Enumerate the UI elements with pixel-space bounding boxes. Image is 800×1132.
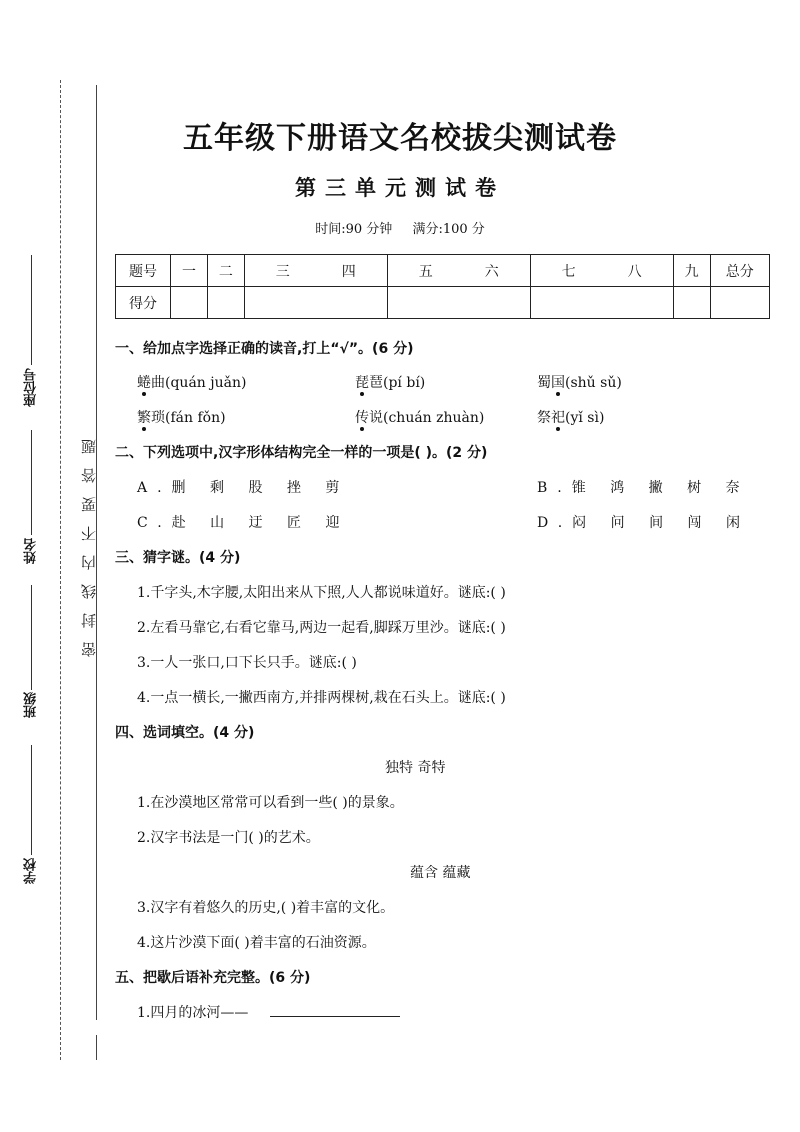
word-choices: 蕴含 蕴藏	[410, 865, 471, 881]
section-5-heading: 五、把歇后语补充完整。(6 分)	[115, 970, 311, 986]
col-header-pair: 三 四	[244, 255, 387, 287]
riddle-item[interactable]: 4.一点一横长,一撇西南方,并排两棵树,栽在石头上。谜底:( )	[137, 690, 506, 706]
col-header: 二	[207, 255, 244, 287]
class-label: 班级	[24, 692, 39, 718]
pinyin-item[interactable]: 蜀国(shǔ sǔ)	[537, 375, 622, 391]
school-blank	[31, 745, 32, 855]
fill-item[interactable]: 1.在沙漠地区常常可以看到一些( )的景象。	[137, 795, 404, 811]
class-blank	[31, 585, 32, 690]
seat-label: 座位号	[24, 368, 39, 407]
score-cell[interactable]	[673, 287, 710, 319]
score-cell[interactable]	[244, 287, 387, 319]
word-choices: 独特 奇特	[385, 760, 446, 776]
score-cell[interactable]	[171, 287, 208, 319]
option-b[interactable]: B.锥 鸿 撇 树 奈	[537, 480, 750, 496]
exam-meta	[0, 218, 800, 237]
school-label: 学校	[24, 858, 39, 884]
riddle-item[interactable]: 3.一人一张口,口下长只手。谜底:( )	[137, 655, 357, 671]
col-header: 九	[673, 255, 710, 287]
row-label: 得分	[116, 287, 171, 319]
section-4-heading: 四、选词填空。(4 分)	[115, 725, 255, 741]
score-cell[interactable]	[207, 287, 244, 319]
fill-item[interactable]: 3.汉字有着悠久的历史,( )着丰富的文化。	[137, 900, 395, 916]
col-header-pair: 七 八	[530, 255, 673, 287]
row-label: 题号	[116, 255, 171, 287]
proverb-item: 1.四月的冰河——	[137, 1005, 249, 1021]
seat-blank	[31, 255, 32, 365]
riddle-item[interactable]: 1.千字头,木字腰,太阳出来从下照,人人都说味道好。谜底:( )	[137, 585, 506, 601]
section-1-heading: 一、给加点字选择正确的读音,打上“√”。(6 分)	[115, 341, 414, 357]
riddle-item[interactable]: 2.左看马靠它,右看它靠马,两边一起看,脚踩万里沙。谜底:( )	[137, 620, 506, 636]
option-c[interactable]: C.赴 山 迂 匠 迎	[137, 515, 350, 531]
page-title: 五年级下册语文名校拔尖测试卷	[183, 121, 617, 156]
name-blank	[31, 430, 32, 535]
fill-item[interactable]: 4.这片沙漠下面( )着丰富的石油资源。	[137, 935, 376, 951]
binding-line-bottom	[96, 1035, 97, 1060]
option-a[interactable]: A.删 剩 股 挫 剪	[137, 480, 350, 496]
seal-notice: 密封线内不要答题	[80, 425, 98, 657]
pinyin-item[interactable]: 祭祀(yǐ sì)	[537, 410, 605, 426]
col-header-pair: 五 六	[387, 255, 530, 287]
section-3-heading: 三、猜字谜。(4 分)	[115, 550, 241, 566]
question-number-row	[116, 255, 770, 287]
score-cell[interactable]	[710, 287, 769, 319]
pinyin-item[interactable]: 蜷曲(quán juǎn)	[137, 375, 247, 391]
fill-item[interactable]: 2.汉字书法是一门( )的艺术。	[137, 830, 320, 846]
pinyin-item[interactable]: 琵琶(pí bí)	[355, 375, 426, 391]
time-info: 时间:90 分钟	[315, 222, 393, 237]
pinyin-item[interactable]: 传说(chuán zhuàn)	[355, 410, 485, 426]
score-cell[interactable]	[387, 287, 530, 319]
score-info: 满分:100 分	[412, 222, 485, 237]
score-table	[115, 254, 770, 319]
score-cell[interactable]	[530, 287, 673, 319]
section-2-heading: 二、下列选项中,汉字形体结构完全一样的一项是( )。(2 分)	[115, 445, 488, 461]
answer-blank[interactable]	[270, 1016, 400, 1017]
col-header: 总分	[710, 255, 769, 287]
name-label: 姓名	[24, 538, 39, 564]
page-subtitle: 第三单元测试卷	[295, 176, 505, 200]
option-d[interactable]: D.闷 问 间 闯 闲	[537, 515, 750, 531]
pinyin-item[interactable]: 繁琐(fán fǒn)	[137, 410, 226, 426]
col-header: 一	[171, 255, 208, 287]
score-row	[116, 287, 770, 319]
